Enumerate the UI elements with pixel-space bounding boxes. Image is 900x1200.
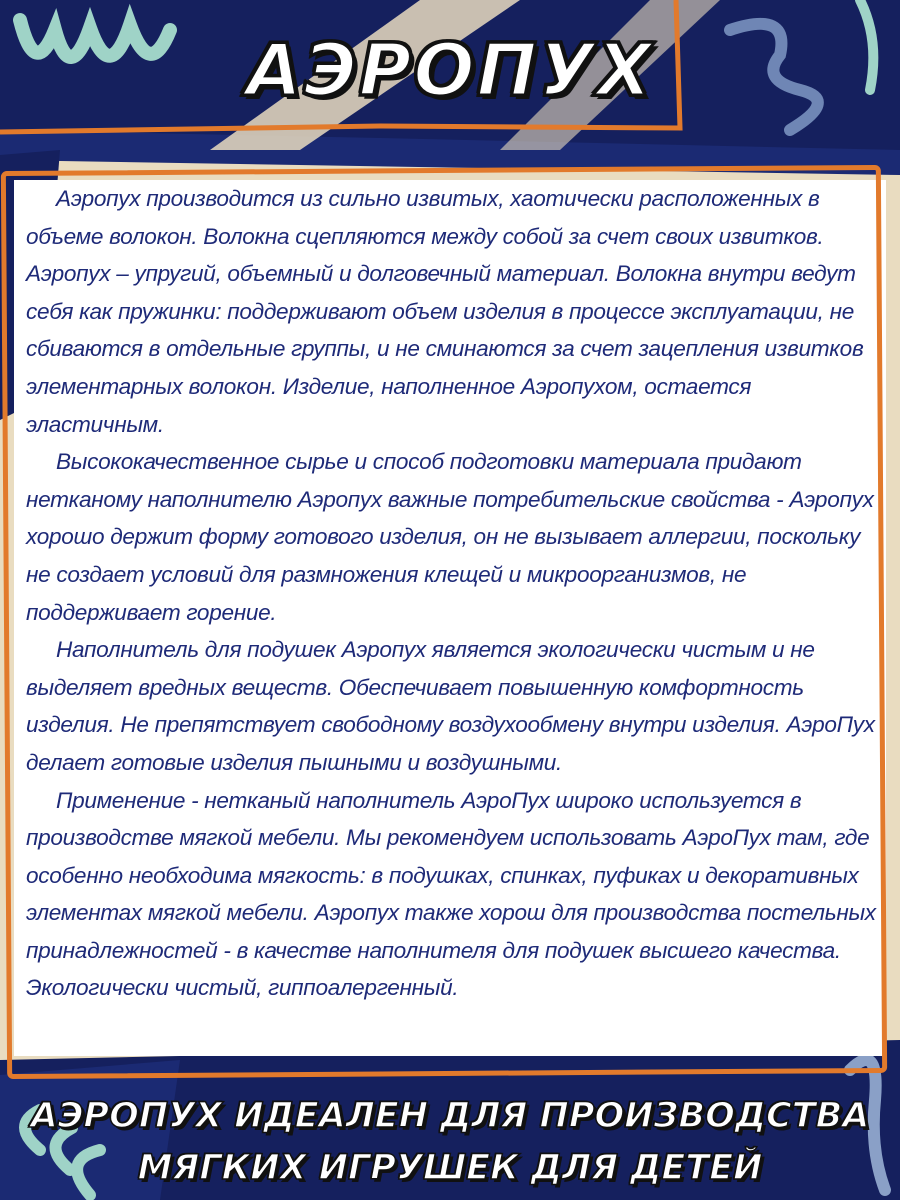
description-text	[26, 180, 878, 1007]
slogan-line: МЯГКИХ ИГРУШЕК ДЛЯ ДЕТЕЙ	[137, 1148, 763, 1188]
slogan-line: АЭРОПУХ ИДЕАЛЕН ДЛЯ ПРОИЗВОДСТВА	[30, 1096, 870, 1136]
paragraph: Аэропух производится из сильно извитых, хаотически расположенных в объеме волокон. Волокна сцепляются между собой за счет своих извитков. Аэропух – упругий, объемный и долговечный материал. Волокна внутри ведут себя как пружинки: поддерживают объем изделия в процессе эксплуатации, не сбиваются в отдельные группы, и не сминаются за счет зацепления извитков элементарных волокон. Изделие, наполненное Аэропухом, остается эластичным.	[26, 186, 864, 437]
paragraph: Наполнитель для подушек Аэропух является экологически чистым и не выделяет вредных веществ. Обеспечивает повышенную комфортность изделия. Не препятствует свободному воздухообмену внутри изделия. АэроПух делает готовые изделия пышными и воздушными.	[26, 637, 875, 775]
slogan	[0, 1090, 900, 1194]
paragraph: Высококачественное сырье и способ подготовки материала придают нетканому наполнителю Аэропух важные потребительские свойства - Аэропух хорошо держит форму готового изделия, он не вызывает аллергии, поскольку не создает условий для размножения клещей и микроорганизмов, не поддерживает горение.	[26, 449, 874, 625]
paragraph: Применение - нетканый наполнитель АэроПух широко используется в производстве мягкой мебели. Мы рекомендуем использовать АэроПух там, где особенно необходима мягкость: в подушках, спинках, пуфиках и декоративных элементах мягкой мебели. Аэропух также хорош для производства постельных принадлежностей - в качестве наполнителя для подушек высшего качества. Экологически чистый, гиппоалергенный.	[26, 787, 876, 1001]
page-title: АЭРОПУХ	[246, 28, 654, 112]
